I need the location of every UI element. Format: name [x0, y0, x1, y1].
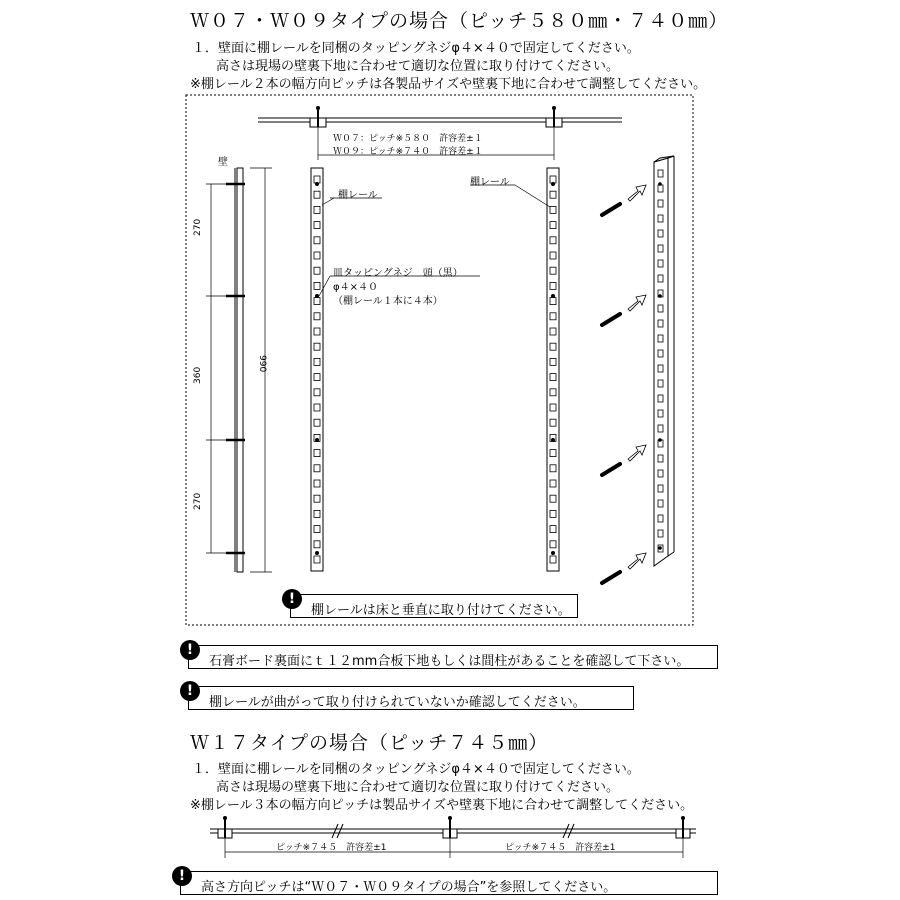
rail-label-left: 棚レール [338, 190, 378, 201]
rail-slot [314, 298, 320, 305]
rail-slot [550, 282, 556, 289]
rail-slot [550, 404, 556, 411]
screw-icon [602, 314, 620, 325]
screw-icon [602, 572, 620, 583]
height-pitch-reference-note-text: 高さ方向ピッチは“Ｗ０７・Ｗ０９タイプの場合”を参照してください。 [201, 880, 617, 895]
rail-slot [658, 275, 663, 282]
screw-hole [658, 546, 662, 550]
rail-slot [658, 200, 663, 207]
top-rail-section-right [546, 106, 562, 127]
screw-hole [551, 182, 555, 186]
section1-instruction-2: 高さは現場の壁裏下地に合わせて適切な位置に取り付けてください。 [216, 59, 620, 74]
screw-hole [315, 551, 319, 555]
arrow-icon [628, 445, 646, 461]
screw-hole [658, 438, 662, 442]
rail-slot [658, 260, 663, 267]
rail-slot [314, 252, 320, 259]
warning-icon: ! [172, 866, 192, 886]
rail-slot [314, 541, 320, 548]
arrow-icon [628, 185, 646, 201]
wall-label: 壁 [218, 157, 228, 168]
rail-slot [550, 541, 556, 548]
rail-slot [314, 404, 320, 411]
rail-slot [550, 465, 556, 472]
rail-slot [314, 267, 320, 274]
rail-slot [658, 335, 663, 342]
rail-slot [658, 485, 663, 492]
rail-straight-note [186, 683, 634, 710]
rail-slot [550, 480, 556, 487]
dim-total: 990 [257, 355, 267, 373]
rail-slot [314, 191, 320, 198]
rail-slot [658, 320, 663, 327]
rail-slot [314, 556, 320, 563]
rail-left [311, 168, 323, 571]
rail-slot [550, 191, 556, 198]
rail-slot [658, 425, 663, 432]
rail-slot [658, 230, 663, 237]
section1-instruction-1: １．壁面に棚レールを同梱のタッピングネジφ４×４０で固定してください。 [192, 41, 640, 56]
rail-slot [658, 305, 663, 312]
vertical-install-note [288, 591, 578, 618]
plywood-check-note [186, 642, 718, 669]
rail-slot [658, 395, 663, 402]
rail-slot [314, 465, 320, 472]
rail-slot [550, 343, 556, 350]
screw-hole [658, 294, 662, 298]
height-pitch-reference-note [178, 868, 718, 895]
rail-slot [658, 350, 663, 357]
rail-slot [314, 222, 320, 229]
screw-hole [658, 182, 662, 186]
rail-slot [314, 419, 320, 426]
rail-slot [658, 470, 663, 477]
plywood-check-note-text: 石膏ボード裏面にｔ１２mm合板下地もしくは間柱があることを確認して下さい。 [209, 654, 690, 669]
rail-slot [550, 328, 556, 335]
arrow-icon [628, 295, 646, 311]
rail-slot [314, 374, 320, 381]
rail-slot [658, 215, 663, 222]
rail-slot [550, 176, 556, 183]
rail-slot [314, 389, 320, 396]
rail-slot [658, 515, 663, 522]
screw-icon [602, 464, 620, 475]
rail-slot [550, 495, 556, 502]
rail-slot [314, 237, 320, 244]
rail-perspective [654, 156, 674, 566]
rail-slot [550, 313, 556, 320]
dim-top: 270 [193, 218, 203, 236]
pitch-w07-label: Ｗ０７：ピッチ※５８０ 許容差±１ [333, 134, 483, 144]
rail-slot [550, 389, 556, 396]
rail-slot [658, 500, 663, 507]
section1-instruction-3: ※棚レール２本の幅方向ピッチは各製品サイズや壁裏下地に合わせて調整してください。 [190, 77, 707, 92]
rail-right [547, 168, 559, 571]
screw-hole [551, 551, 555, 555]
screw-icon [602, 204, 620, 215]
screw-hole [551, 294, 555, 298]
top-rail-section-left [310, 106, 326, 127]
rail-slot [550, 526, 556, 533]
rail-slot [550, 450, 556, 457]
rail-slot [314, 495, 320, 502]
screw-hole [551, 438, 555, 442]
rail-straight-note-text: 棚レールが曲がって取り付けられていないか確認してください。 [209, 695, 586, 710]
warning-icon: ! [282, 589, 302, 609]
rail-label-right: 棚レール [470, 177, 510, 188]
rail-slot [314, 313, 320, 320]
screw-spec-line1: 皿タッピングネジ 頭（黒） [333, 268, 463, 279]
rail-slot [658, 245, 663, 252]
section2-instruction-3: ※棚レール３本の幅方向ピッチは製品サイズや壁裏下地に合わせて調整してください。 [190, 798, 694, 813]
rail-slot [314, 328, 320, 335]
warning-icon: ! [180, 640, 200, 660]
rail-slot [550, 252, 556, 259]
rail-slot [550, 556, 556, 563]
dim-bottom: 270 [193, 492, 203, 510]
rail-slot [550, 358, 556, 365]
rail-slot [314, 358, 320, 365]
arrow-icon [628, 553, 646, 569]
w17-pitch-right-label: ピッチ※７４５ 許容差±1 [505, 843, 616, 853]
screw-hole [315, 294, 319, 298]
rail-slot [658, 185, 663, 192]
screw-hole [315, 438, 319, 442]
pitch-w09-label: Ｗ０９：ピッチ※７４０ 許容差±１ [333, 147, 483, 157]
section2-title: Ｗ１７タイプの場合（ピッチ７４５㎜） [190, 732, 549, 754]
rail-slot [314, 343, 320, 350]
rail-slot [314, 480, 320, 487]
dim-middle: 360 [193, 366, 203, 384]
rail-slot [550, 206, 556, 213]
rail-slot [658, 380, 663, 387]
w17-pitch-left-label: ピッチ※７４５ 許容差±1 [276, 843, 387, 853]
vertical-install-note-text: 棚レールは床と垂直に取り付けてください。 [311, 603, 571, 618]
rail-slot [550, 419, 556, 426]
section2-instruction-1: １．壁面に棚レールを同梱のタッピングネジφ４×４０で固定してください。 [192, 762, 640, 777]
rail-slot [550, 222, 556, 229]
rail-slot [314, 282, 320, 289]
section2-instruction-2: 高さは現場の壁裏下地に合わせて適切な位置に取り付けてください。 [216, 780, 620, 795]
rail-slot [314, 510, 320, 517]
rail-slot [658, 365, 663, 372]
screw-hole [315, 182, 319, 186]
rail-slot [658, 530, 663, 537]
rail-slot [550, 510, 556, 517]
screw-spec-line3: （棚レール１本に４本） [333, 296, 443, 307]
rail-slot [658, 410, 663, 417]
rail-slot [314, 206, 320, 213]
rail-slot [550, 267, 556, 274]
rail-slot [314, 526, 320, 533]
warning-icon: ! [180, 681, 200, 701]
rail-slot [550, 237, 556, 244]
section1-title: Ｗ０７・Ｗ０９タイプの場合（ピッチ５８０㎜・７４０㎜） [190, 10, 729, 32]
rail-slot [314, 176, 320, 183]
rail-slot [314, 450, 320, 457]
rail-slot [550, 374, 556, 381]
rail-slot [658, 170, 663, 177]
rail-slot [550, 298, 556, 305]
screw-spec-line2: φ４×４０ [333, 282, 378, 293]
rail-slot [658, 455, 663, 462]
